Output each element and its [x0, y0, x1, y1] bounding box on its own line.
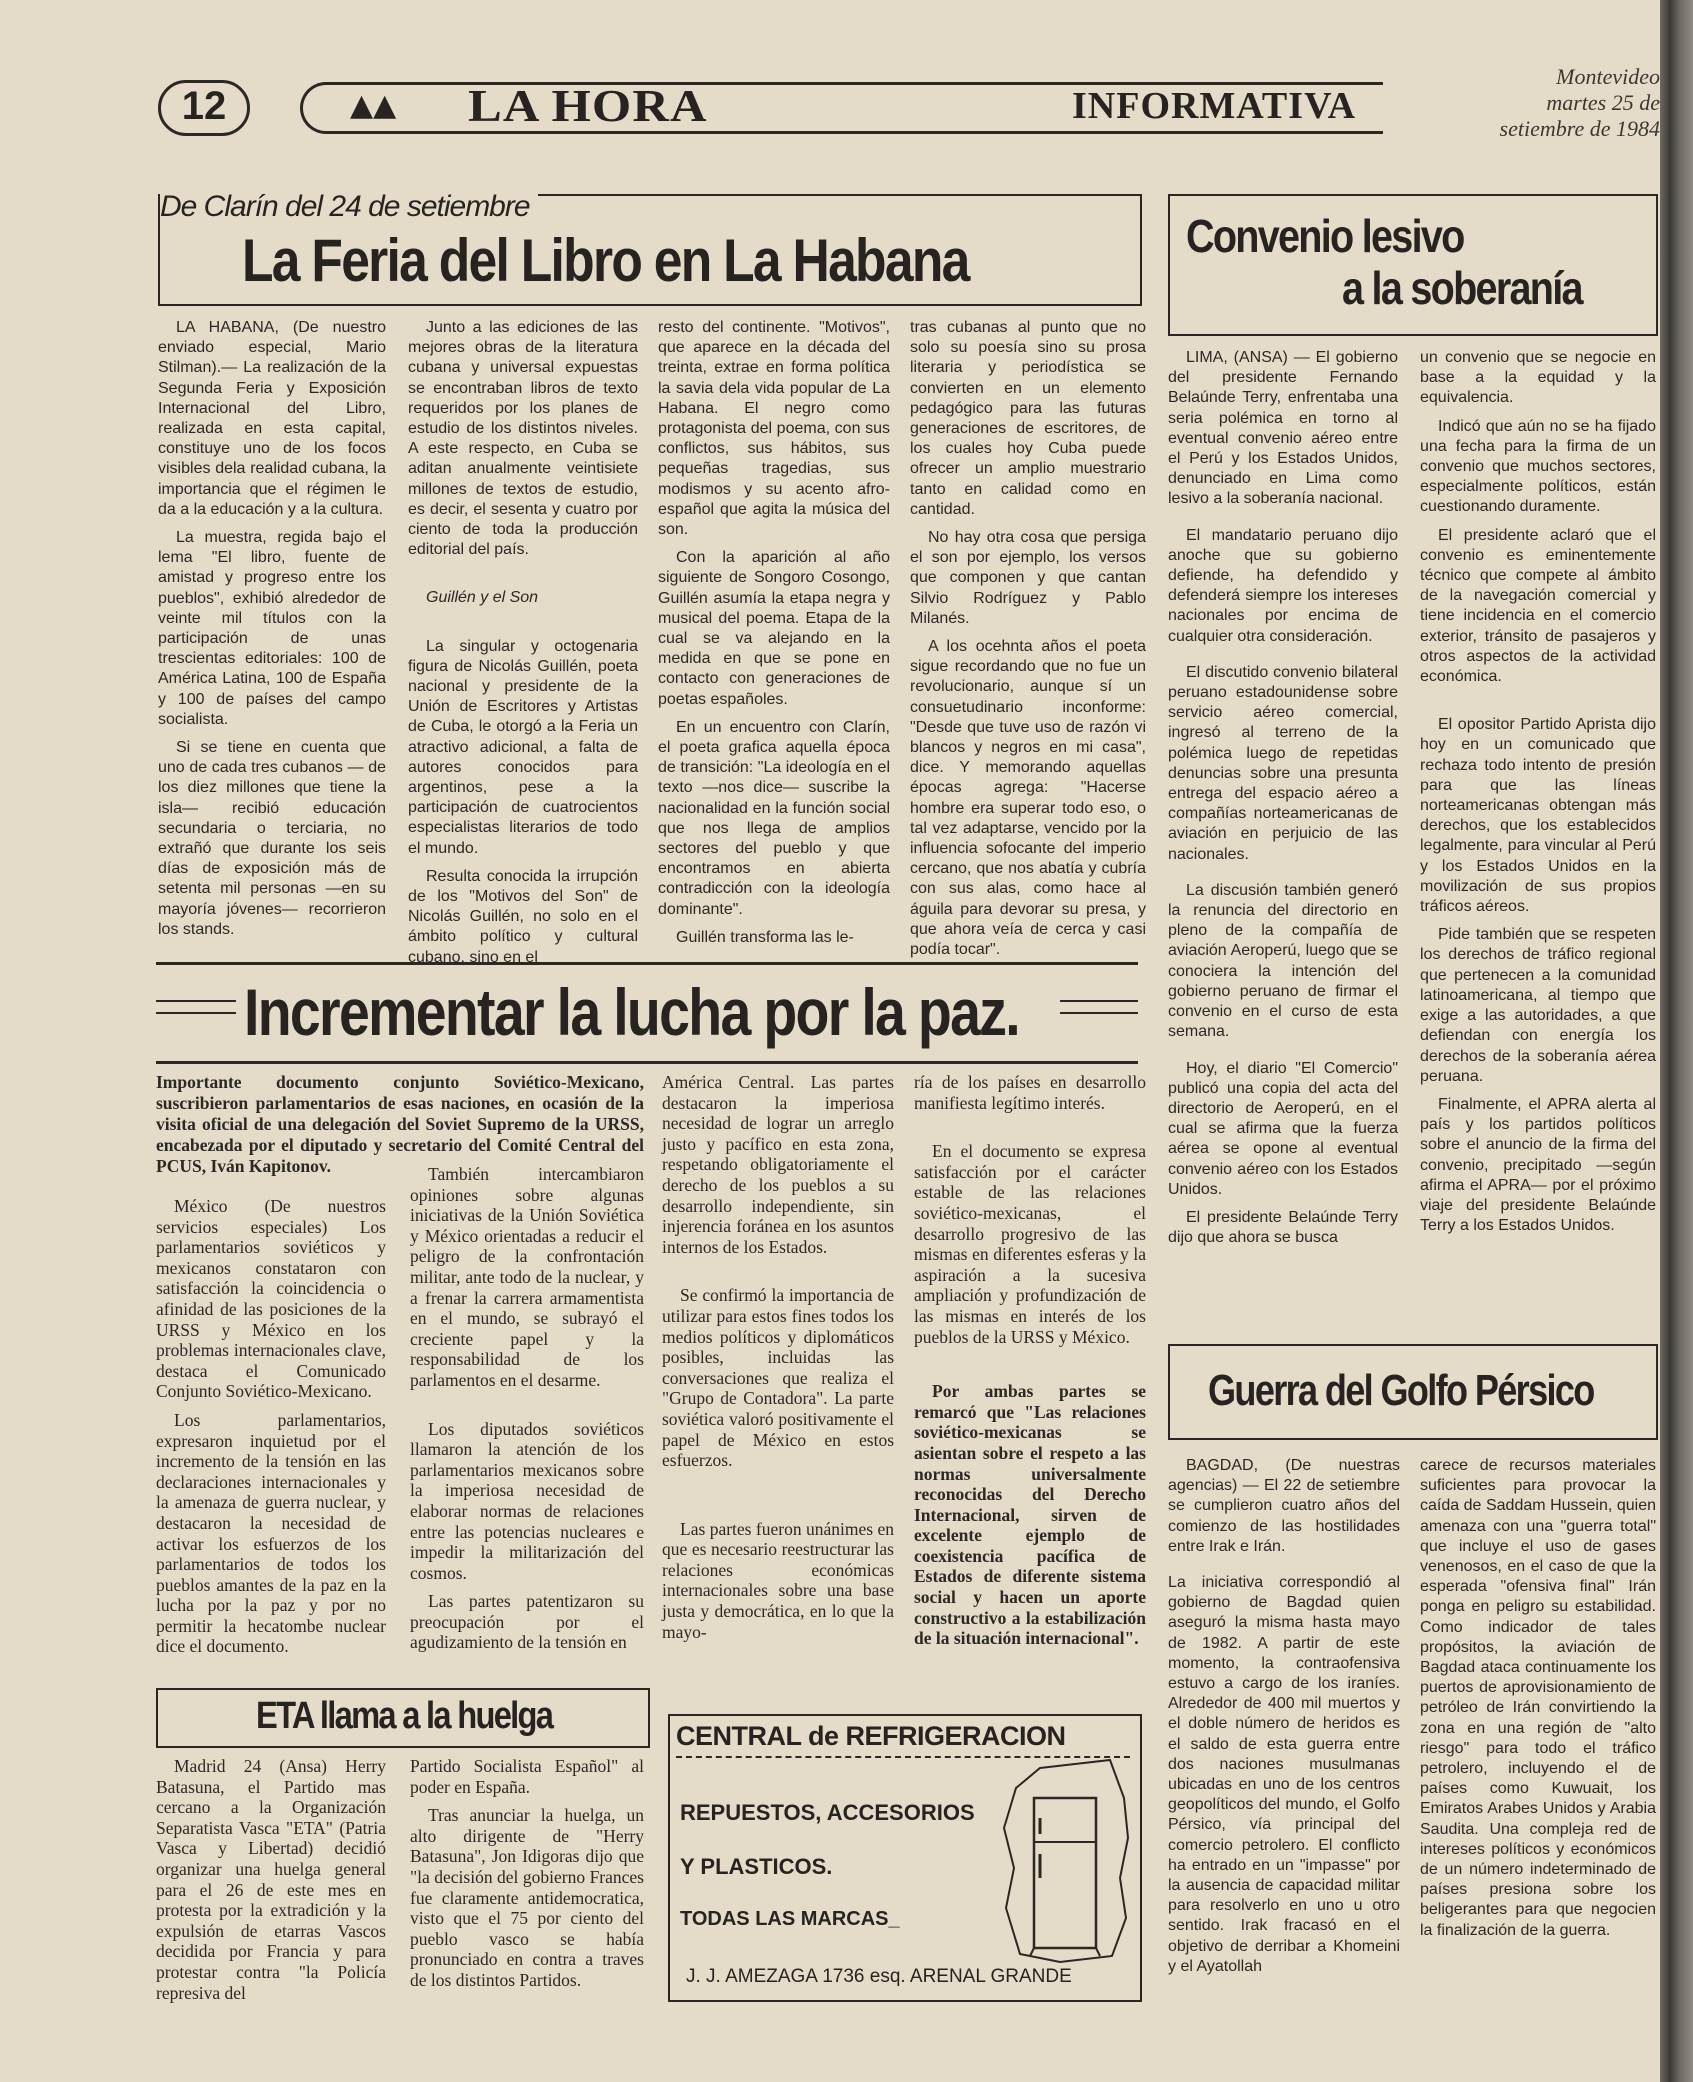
arrows-icon: ▲▲ — [350, 88, 397, 123]
convenio-paragraph: El presidente aclaró que el convenio es eminentemente técnico que compete al ámbito de la navegación comercial y tiene incidencia en el comercio exterior, tránsito de pasajeros y otros aspectos de la actividad económica. — [1420, 526, 1656, 686]
golfo-headline: Guerra del Golfo Pérsico — [1208, 1366, 1594, 1415]
golfo-column-2 — [1420, 1456, 1656, 1949]
ad-title: CENTRAL de REFRIGERACION — [676, 1720, 1130, 1758]
ad-line-3: TODAS LAS MARCAS_ — [680, 1908, 900, 1930]
ad-line-2: Y PLASTICOS. — [680, 1854, 833, 1879]
refrigeration-ad — [668, 1714, 1142, 2002]
paz-paragraph: Los parlamentarios, expresaron inquietud por el incremento de la tensión en las declaraciones internacionales y la amenaza de guerra nuclear, y destacaron la necesidad de activar los esfuerzos de los parlamentarios de todos los pueblos amantes de la paz en la lucha por la paz y por no permitir la hecatombe nuclear dice el documento. — [156, 1409, 386, 1657]
feria-paragraph: Junto a las ediciones de las mejores obras de la literatura cubana y universal expuestas se encontraban libros de texto requeridos por los planes de estudio de los distintos niveles. A este respecto, en Cuba se aditan anualmente veintisiete millones de textos de estudio, es decir, el sesenta y cuatro por ciento de toda la producción editorial del país. — [408, 319, 638, 559]
convenio-paragraph: Pide también que se respeten los derechos de tráfico regional que pertenecen a la comunidad latinoamericana, al tiempo que exige a las autoridades, a que defiendan con energía los derechos de la soberanía aérea peruana. — [1420, 926, 1656, 1085]
convenio-paragraph: El presidente Belaúnde Terry dijo que ahora se busca — [1168, 1208, 1398, 1247]
eta-paragraph: Madrid 24 (Ansa) Herry Batasuna, el Partido mas cercano a la Organización Separatista Vasca "ETA" (Patria Vasca y Libertad) decidió organizar una huelga general para el 26 de este mes en protesta por la extradición y la expulsión de etarras Vascos decidida por Francia y para protestar contra "la Policía represiva del — [156, 1756, 386, 2003]
paz-paragraph: Las partes fueron unánimes en que es necesario reestructurar las relaciones económicas internacionales sobre una base justa y democrática, en lo que la mayo- — [662, 1518, 894, 1642]
feria-column-1 — [158, 318, 386, 948]
feria-paragraph: Con la aparición al año siguiente de Songoro Cosongo, Guillén asumía la etapa negra y musical del poema. Etapa de la cual se va alejando en la medida en que se pone en contacto con generaciones de poetas españoles. — [658, 549, 890, 708]
convenio-paragraph: un convenio que se negocie en base a la equidad y la equivalencia. — [1420, 349, 1656, 407]
section-name: INFORMATIVA — [1072, 85, 1357, 127]
paz-rule-right-bottom — [1060, 1012, 1138, 1014]
feria-paragraph: La singular y octogenaria figura de Nicolás Guillén, poeta nacional y presidente de la Unión de Escritores y Artistas de Cuba, le otorgó a la Feria un atractivo adicional, a falta de autores conocidos para argentinos, pese a la participación de cuatrocientos especialistas literarios de todo el mundo. — [408, 637, 638, 857]
eta-paragraph: Tras anunciar la huelga, un alto dirigente de "Herry Batasuna", Jon Idigoras dijo que "la decisión del gobierno Frances fue claramente antidemocratica, visto que el 75 por ciento del pueblo vasco se había pronunciado en contra a traves de los distintos Partidos. — [410, 1805, 644, 1990]
feria-column-4 — [910, 318, 1146, 968]
paz-rule-left-top — [156, 1000, 236, 1002]
golfo-paragraph: BAGDAD, (De nuestras agencias) — El 22 de setiembre se cumplieron cuatro años del comienzo de las hostilidades entre Irak e Irán. — [1168, 1457, 1400, 1555]
refrigerator-icon — [1000, 1758, 1130, 1964]
paz-paragraph: En el documento se expresa satisfacción por el carácter estable de las relaciones soviético-mexicanas, el desarrollo progresivo de las mismas en diferentes esferas y la aspiración a la sucesiva ampliación y profundización de las mismas en interés de los pueblos de la URSS y México. — [914, 1141, 1146, 1347]
feria-column-3 — [658, 318, 890, 956]
paz-column-3 — [662, 1072, 894, 1650]
convenio-paragraph: El discutido convenio bilateral peruano estadounidense sobre servicio aéreo comercial, ingresó al terreno de la polémica luego de repetidas denuncias sobre una presunta entrega del espacio aéreo a compañías norteamericanas de aviación en perjuicio de las nacionales. — [1168, 663, 1398, 863]
convenio-headline-line-2: a la soberanía — [1342, 262, 1582, 314]
page-number: 12 — [158, 80, 250, 136]
paz-paragraph: Las partes patentizaron su preocupación por el agudizamiento de la tensión en — [410, 1591, 644, 1653]
eta-headline: ETA llama a la huelga — [256, 1695, 553, 1737]
newspaper-logo: LA HORA — [468, 80, 708, 131]
golfo-column-1 — [1168, 1456, 1400, 1985]
feria-paragraph: Guillén transforma las le- — [676, 928, 854, 946]
convenio-column-1 — [1168, 348, 1398, 1256]
paz-rule-right-top — [1060, 1000, 1138, 1002]
paz-column-1 — [156, 1196, 386, 1665]
paz-paragraph: México (De nuestros servicios especiales) Los parlamentarios soviéticos y mexicanos constataron con satisfacción la coincidencia o afinidad de las posiciones de la URSS y México en los problemas internacionales clave, destaca el Comunicado Conjunto Soviético-Mexicano. — [156, 1196, 386, 1402]
convenio-paragraph: El mandatario peruano dijo anoche que su gobierno defiende, ha defendido y defenderá siempre los intereses nacionales por encima de cualquier otra consideración. — [1168, 526, 1398, 645]
ad-address: J. J. AMEZAGA 1736 esq. ARENAL GRANDE — [686, 1966, 1072, 1987]
paz-column-2 — [410, 1164, 644, 1661]
paz-headline: Incrementar la lucha por la paz. — [244, 975, 1020, 1049]
dateline — [1460, 64, 1660, 142]
feria-kicker: De Clarín del 24 de setiembre — [160, 190, 538, 224]
page-edge — [1660, 0, 1693, 2082]
feria-column-2 — [408, 318, 638, 976]
feria-paragraph: Resulta conocida la irrupción de los "Motivos del Son" de Nicolás Guillén, no solo en el ámbito político y cultural cubano, sino en el — [408, 867, 638, 966]
feria-paragraph: La muestra, regida bajo el lema "El libro, fuente de amistad y progreso entre los pueblos", exhibió alrededor de veinte mil títulos con la participación de unas trescientas editoriales: 100 de América Latina, 100 de España y 100 de países del campo socialista. — [158, 529, 386, 728]
paz-paragraph: También intercambiaron opiniones sobre algunas iniciativas de la Unión Soviética y México orientadas a reducir el peligro de la confrontación militar, ante todo de la nuclear, y a frenar la carrera armamentista en el mundo, se subrayó el creciente papel y la responsabilidad de los parlamentos en el desarme. — [410, 1164, 644, 1390]
convenio-paragraph: Finalmente, el APRA alerta al país y los partidos políticos sobre el anuncio de la firma del convenio, precipitado —según afirma el APRA— por el próximo viaje del presidente Belaúnde Terry a los Estados Unidos. — [1420, 1095, 1656, 1235]
feria-paragraph: tras cubanas al punto que no solo su poesía sino su prosa literaria y periodística se convierten en un elemento pedagógico para las futuras generaciones de escritores, de los cuales hoy Cuba puede ofrecer un amplio muestrario tanto en calidad como en cantidad. — [910, 319, 1146, 518]
convenio-paragraph: LIMA, (ANSA) — El gobierno del presidente Fernando Belaúnde Terry, enfrentaba una seria polémica en torno al eventual convenio aéreo entre el Perú y los Estados Unidos, denunciado en Lima como lesivo a la soberanía nacional. — [1168, 349, 1398, 508]
dateline-month-year: setiembre de 1984 — [1499, 116, 1660, 141]
paz-column-4 — [914, 1072, 1146, 1657]
paz-paragraph: ría de los países en desarrollo manifiesta legítimo interés. — [914, 1072, 1146, 1113]
paz-paragraph: Por ambas partes se remarcó que "Las relaciones soviético-mexicanas se asientan sobre el respeto a las normas universalmente reconocidas del Derecho Internacional, sirven de excelente ejemplo de coexistencia pacífica de Estados de diferente sistema social y hacen un aporte constructivo a la estabilización de la situación internacional". — [914, 1381, 1146, 1649]
dateline-city: Montevideo — [1556, 64, 1660, 89]
feria-paragraph: Si se tiene en cuenta que uno de cada tres cubanos — de los diez millones que tiene la isla— recibió educación secundaria o terciaria, no extrañó que durante los seis días de exposición más de setenta mil personas —en su mayoría jóvenes— recorrieron los stands. — [158, 739, 386, 938]
feria-paragraph: resto del continente. "Motivos", que aparece en la década del treinta, extrae en forma política la savia dela vida popular de La Habana. El negro como protagonista del poema, con sus conflictos, sus hábitos, sus pequeñas tragedias, sus modismos y su acento afro-español que agita la música del son. — [658, 319, 890, 539]
convenio-headline-line-1: Convenio lesivo — [1186, 210, 1464, 262]
dateline-day: martes 25 de — [1546, 90, 1660, 115]
eta-column-1 — [156, 1756, 386, 2011]
paz-paragraph: América Central. Las partes destacaron la imperiosa necesidad de lograr un arreglo justo y pacífico en esta zona, respetando obligatoriamente el derecho de los pueblos a su desarrollo independiente, sin injerencia foránea en los asuntos internos de los Estados. — [662, 1072, 894, 1257]
convenio-paragraph: Hoy, el diario "El Comercio" publicó una copia del acta del directorio de Aeroperú, en el cual se afirma que la fuerza aérea se opone al eventual convenio aéreo con los Estados Unidos. — [1168, 1059, 1398, 1198]
convenio-column-2 — [1420, 348, 1656, 1244]
convenio-paragraph: El opositor Partido Aprista dijo hoy en un comunicado que rechaza todo intento de presión para que las líneas norteamericanas obtengan más derechos, que los establecidos legalmente, para vincular al Perú y los Estados Unidos en la movilización de sus propios tráficos aéreos. — [1420, 716, 1656, 916]
golfo-paragraph: La iniciativa correspondió al gobierno de Bagdad quien aseguró la misma hasta mayo de 1982. A partir de este momento, la contraofensiva estuvo a cargo de los iraníes. Alrededor de 400 mil muertos y el doble número de heridos es el saldo de esta guerra entre dos naciones musulmanas ubicadas en uno de los centros geopolíticos del mundo, el Golfo Pérsico, vía principal del comercio petrolero. El conflicto ha entrado en un "impasse" por la ausencia de capacidad militar para resolverlo en uno u otro sentido. Irak fracasó en el objetivo de derribar a Khomeini y el Ayatollah — [1168, 1574, 1400, 1975]
eta-column-2 — [410, 1756, 644, 1999]
ad-line-1: REPUESTOS, ACCESORIOS — [680, 1800, 975, 1825]
convenio-paragraph: Indicó que aún no se ha fijado una fecha para la firma de un convenio que muchos sectores, especialmente políticos, están cuestionando duramente. — [1420, 417, 1656, 516]
feria-paragraph: En un encuentro con Clarín, el poeta grafica aquella época de transición: "La ideología en el texto —nos dice— suscribe la nacionalidad en la función social que nos llega de amplios sectores del pueblo y que encontramos en abierta contradicción con la ideología dominante". — [658, 718, 890, 918]
feria-paragraph: LA HABANA, (De nuestro enviado especial, Mario Stilman).— La realización de la Segunda Feria y Exposición Internacional del Libro, realizada en esta capital, constituye uno de los focos visibles dela realidad cubana, la importancia que el régimen le da a la educación y a la cultura. — [158, 319, 386, 518]
paz-paragraph: Se confirmó la importancia de utilizar para estos fines todos los medios políticos y diplomáticos posibles, incluidas las conversaciones que realiza el "Grupo de Contadora". La parte soviética valoró positivamente el papel de México en estos esfuerzos. — [662, 1285, 894, 1471]
golfo-paragraph: carece de recursos materiales suficientes para provocar la caída de Saddam Hussein, quien amenaza con una "guerra total" que incluye el uso de gases venenosos, en el caso de que la esperada "ofensiva final" Irán ponga en peligro su estabilidad. Como indicador de tales propósitos, la aviación de Bagdad ataca continuamente los puertos de aprovisionamiento de petróleo de Irán convirtiendo la zona en una región de "alto riesgo" para todo el tráfico petrolero, incluyendo el de países como Kuwuait, los Emiratos Arabes Unidos y Arabia Saudita. Una compleja red de intereses políticos y económicos de un número indeterminado de países presiona sobre los beligerantes para que negocien la finalización de la guerra. — [1420, 1457, 1656, 1939]
feria-paragraph: A los ocehnta años el poeta sigue recordando que no fue un revolucionario, aunque sí un consuetudinario inconforme: "Desde que tuve uso de razón vi blancos y negros en mi casa", dice. Y memorando aquellas épocas agrega: "Hacerse hombre era superar todo eso, o tal vez adaptarse, vencido por la influencia sofocante del imperio cercano, que nos abatía y cubría con sus alas, como hace al águila para devorar su presa, y que ahora veía de cerca y casi podía tocar". — [910, 638, 1146, 959]
paz-paragraph: Los diputados soviéticos llamaron la atención de los parlamentarios mexicanos sobre la imperiosa necesidad de elaborar normas de relaciones entre las potencias nucleares e impedir la militarización del cosmos. — [410, 1418, 644, 1583]
feria-headline: La Feria del Libro en La Habana — [242, 227, 969, 294]
paz-rule-left-bottom — [156, 1012, 236, 1014]
convenio-paragraph: La discusión también generó la renuncia del directorio en pleno de la compañía de aviación Aeroperú, luego que se conociera la intención del gobierno peruano de firmar el convenio en el curso de esta semana. — [1168, 881, 1398, 1041]
eta-paragraph: Partido Socialista Español" al poder en España. — [410, 1756, 644, 1797]
feria-paragraph: No hay otra cosa que persiga el son por ejemplo, los versos que componen y que cantan Silvio Rodríguez y Pablo Milanés. — [910, 529, 1146, 627]
paz-lead: Importante documento conjunto Soviético-Mexicano, suscribieron parlamentarios de esas naciones, en ocasión de la visita oficial de una delegación del Soviet Supremo de la URSS, encabezada por el diputado y secretario del Comité Central del PCUS, Iván Kapitonov. — [156, 1072, 644, 1176]
feria-subhead: Guillén y el Son — [426, 589, 539, 607]
